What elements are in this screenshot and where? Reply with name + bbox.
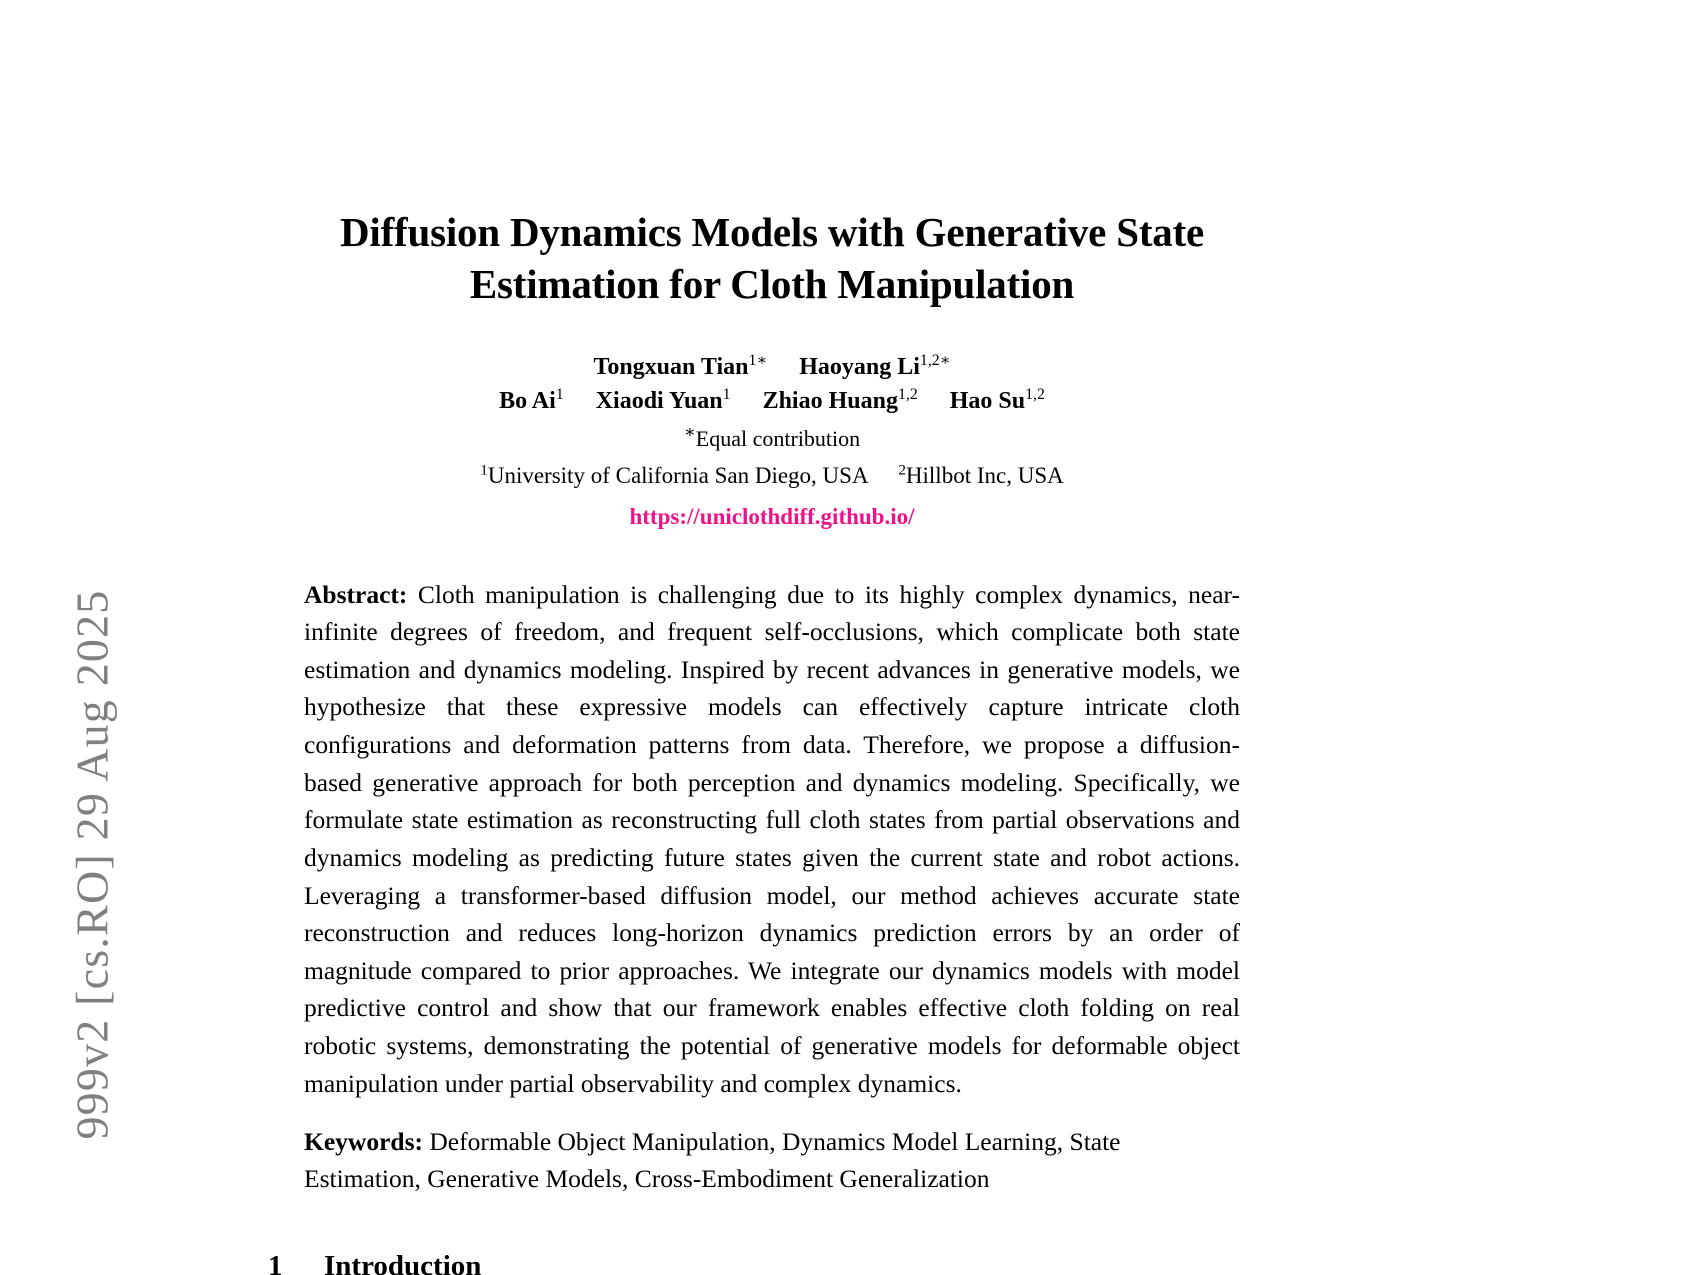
author-row-1 xyxy=(268,350,1276,384)
section-title: Introduction xyxy=(324,1250,482,1275)
affiliation-entry xyxy=(898,463,1063,488)
author-name: Tongxuan Tian xyxy=(593,353,749,380)
affiliation-entry xyxy=(480,463,868,488)
equal-contribution-mark: ∗ xyxy=(683,421,696,442)
abstract-label: Abstract: xyxy=(304,579,418,609)
author-affiliation-marks: 1 xyxy=(722,386,731,404)
author-block xyxy=(268,350,1276,534)
author-affiliation-marks: 1 xyxy=(555,386,564,404)
project-page-link[interactable]: https://uniclothdiff.github.io/ xyxy=(629,503,915,529)
affiliation-mark: 2 xyxy=(898,461,906,479)
abstract-block xyxy=(268,576,1276,1198)
author-entry xyxy=(799,350,950,384)
affiliation-text: Hillbot Inc, USA xyxy=(905,463,1064,489)
equal-contribution-note xyxy=(268,423,1276,454)
paper-content-column xyxy=(268,0,1276,1275)
section-number: 1 xyxy=(268,1250,283,1275)
affiliation-block xyxy=(268,460,1276,493)
title-line-2: Estimation for Cloth Manipulation xyxy=(469,261,1075,308)
author-affiliation-marks: 1,2∗ xyxy=(919,351,951,369)
keywords-text: Deformable Object Manipulation, Dynamics Model Learning, State Estimation, Generative Models, Cross-Embodiment Generalization xyxy=(304,1127,1121,1194)
author-name: Hao Su xyxy=(949,388,1026,415)
author-entry xyxy=(950,384,1045,418)
author-entry xyxy=(763,384,918,418)
author-name: Haoyang Li xyxy=(799,353,920,380)
author-name: Zhiao Huang xyxy=(762,388,898,415)
author-affiliation-marks: 1,2 xyxy=(1025,386,1045,404)
keywords-label: Keywords: xyxy=(304,1127,430,1157)
keywords-paragraph xyxy=(304,1124,1240,1198)
affiliation-mark: 1 xyxy=(480,461,488,479)
arxiv-identifier-stamp: 999v2 [cs.RO] 29 Aug 2025 xyxy=(66,589,118,1140)
author-entry xyxy=(499,384,564,418)
author-affiliation-marks: 1∗ xyxy=(748,351,768,369)
author-entry xyxy=(594,350,768,384)
author-row-2 xyxy=(268,384,1276,418)
author-entry xyxy=(596,384,731,418)
author-affiliation-marks: 1,2 xyxy=(897,386,918,404)
abstract-text: Cloth manipulation is challenging due to its highly complex dynamics, near-infinite degrees of freedom, and frequent self-occlusions, which complicate both state estimation and dynamics modeling. Inspired by recent advances in generative models, we hypothesize that these expressive models can effectively capture intricate cloth configurations and deformation patterns from data. Therefore, we propose a diffusion-based generative approach for both perception and dynamics modeling. Specifically, we formulate state estimation as reconstructing full cloth states from partial observations and dynamics modeling as predicting future states given the current state and robot actions. Leveraging a transformer-based diffusion model, our method achieves accurate state reconstruction and reduces long-horizon dynamics prediction errors by an order of magnitude compared to prior approaches. We integrate our dynamics models with model predictive control and show that our framework enables effective cloth folding on real robotic systems, demonstrating the potential of generative models for deformable object manipulation under partial observability and complex dynamics. xyxy=(304,579,1240,1098)
affiliation-text: University of California San Diego, USA xyxy=(487,463,869,489)
title-line-1: Diffusion Dynamics Models with Generative State xyxy=(339,209,1205,255)
page-title xyxy=(268,0,1276,311)
author-name: Bo Ai xyxy=(499,388,556,415)
equal-contribution-text: Equal contribution xyxy=(695,426,861,452)
author-name: Xiaodi Yuan xyxy=(595,388,723,415)
abstract-paragraph xyxy=(304,576,1240,1103)
section-heading-introduction xyxy=(268,1250,1276,1275)
